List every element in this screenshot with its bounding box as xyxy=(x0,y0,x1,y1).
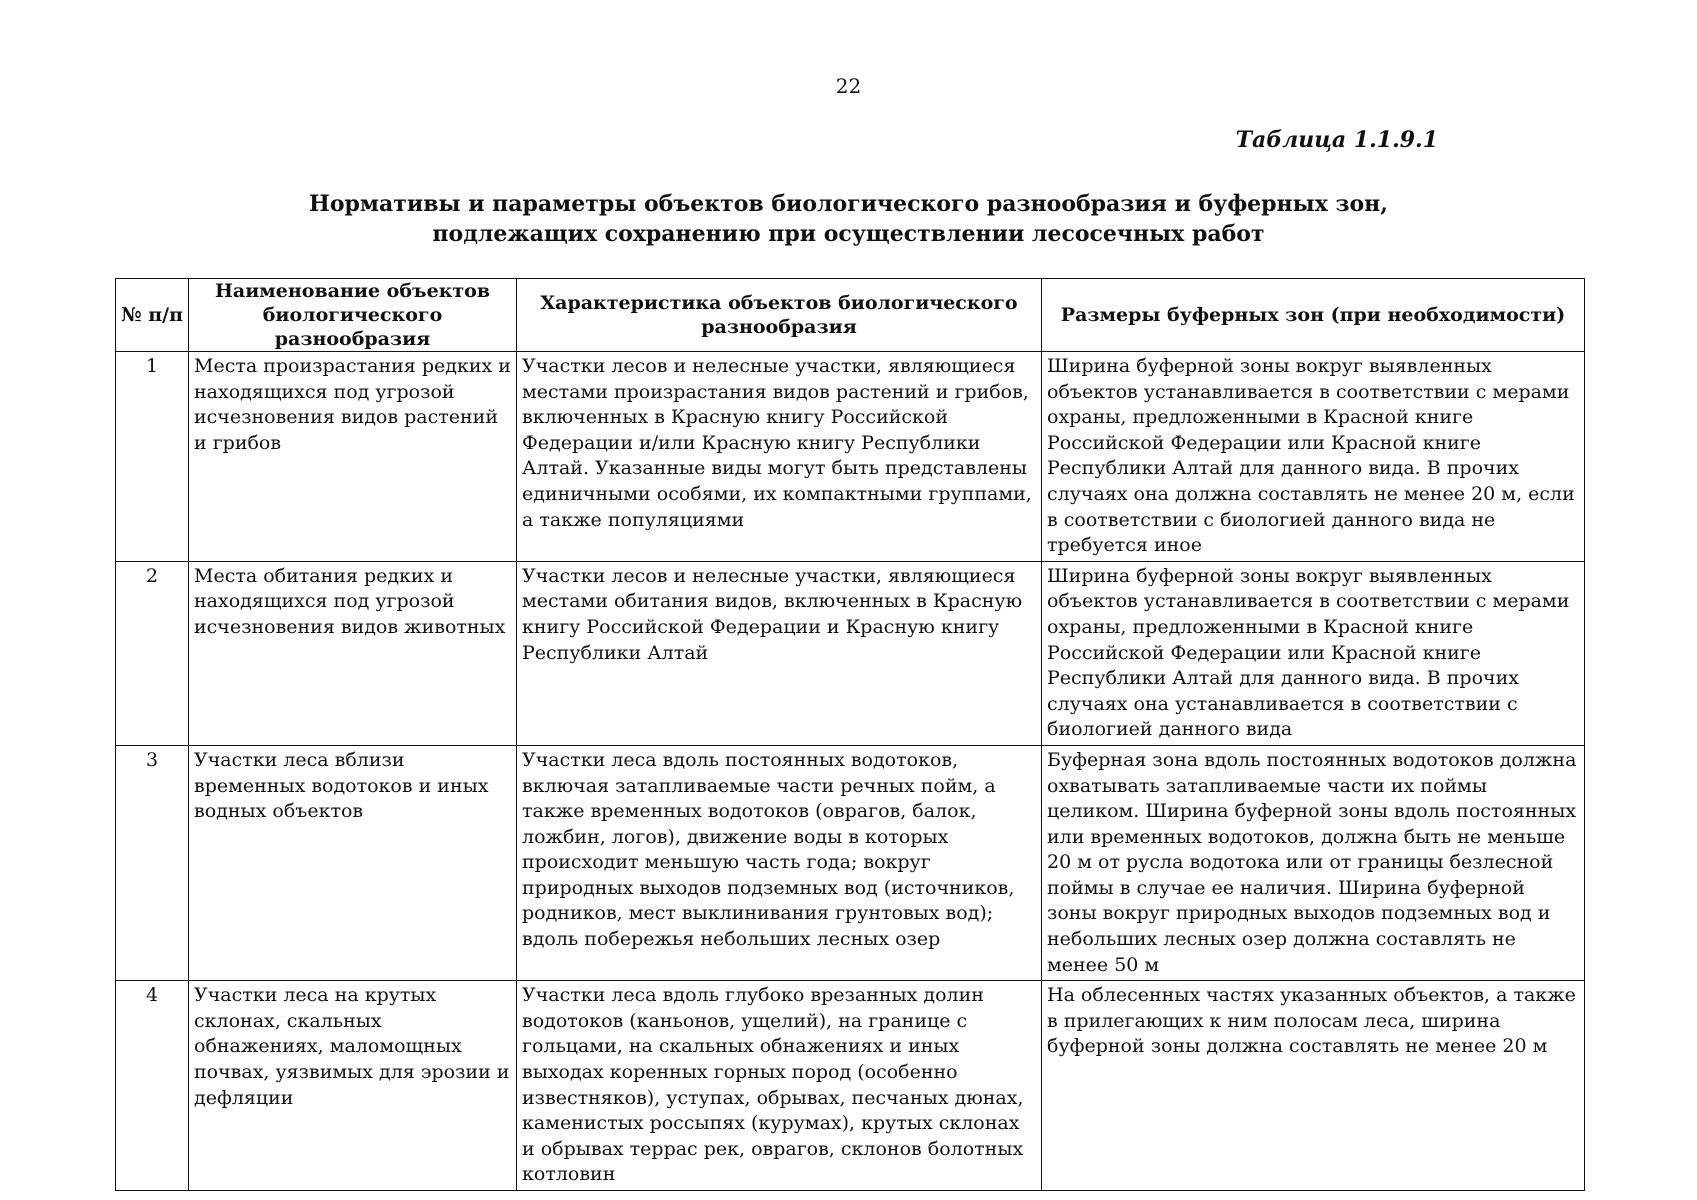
page-number: 22 xyxy=(835,74,862,98)
table-header-row xyxy=(116,279,1585,352)
table-row xyxy=(116,561,1585,745)
cell-characteristic: Участки лесов и нелесные участки, являющиеся местами обитания видов, включенных в Красную книгу Российской Федерации и Красную книгу Республики Алтай xyxy=(517,561,1042,745)
header-name: Наименование объектов биологического разнообразия xyxy=(189,279,517,352)
cell-name: Участки леса вблизи временных водотоков и иных водных объектов xyxy=(189,745,517,980)
cell-buffer: Ширина буферной зоны вокруг выявленных объектов устанавливается в соответствии с мерами охраны, предложенными в Красной книге Российской Федерации или Красной книге Республики Алтай для данного вида. В прочих случаях она устанавливается в соответствии с биологией данного вида xyxy=(1042,561,1585,745)
norms-table xyxy=(115,278,1585,1191)
cell-buffer: Ширина буферной зоны вокруг выявленных объектов устанавливается в соответствии с мерами охраны, предложенными в Красной книге Российской Федерации или Красной книге Республики Алтай для данного вида. В прочих случаях она должна составлять не менее 20 м, если в соответствии с биологией данного вида не требуется иное xyxy=(1042,352,1585,562)
cell-num: 4 xyxy=(116,981,189,1191)
cell-characteristic: Участки леса вдоль глубоко врезанных долин водотоков (каньонов, ущелий), на границе с гольцами, на скальных обнажениях и иных выходах коренных горных пород (особенно известняков), уступах, обрывах, песчаных дюнах, каменистых россыпях (курумах), крутых склонах и обрывах террас рек, оврагов, склонов болотных котловин xyxy=(517,981,1042,1191)
cell-buffer: Буферная зона вдоль постоянных водотоков должна охватывать затапливаемые части их поймы целиком. Ширина буферной зоны вдоль постоянных или временных водотоков, должна быть не меньше 20 м от русла водотока или от границы безлесной поймы в случае ее наличия. Ширина буферной зоны вокруг природных выходов подземных вод и небольших лесных озер должна составлять не менее 50 м xyxy=(1042,745,1585,980)
table-row xyxy=(116,981,1585,1191)
cell-num: 3 xyxy=(116,745,189,980)
title-line-1: Нормативы и параметры объектов биологического разнообразия и буферных зон, xyxy=(309,191,1388,217)
title-line-2: подлежащих сохранению при осуществлении лесосечных работ xyxy=(432,221,1265,247)
header-buffer: Размеры буферных зон (при необходимости) xyxy=(1042,279,1585,352)
cell-num: 1 xyxy=(116,352,189,562)
cell-name: Места обитания редких и находящихся под угрозой исчезновения видов животных xyxy=(189,561,517,745)
cell-buffer: На облесенных частях указанных объектов, а также в прилегающих к ним полосам леса, ширина буферной зоны должна составлять не менее 20 м xyxy=(1042,981,1585,1191)
table-row xyxy=(116,745,1585,980)
cell-name: Участки леса на крутых склонах, скальных обнажениях, маломощных почвах, уязвимых для эрозии и дефляции xyxy=(189,981,517,1191)
cell-characteristic: Участки лесов и нелесные участки, являющиеся местами произрастания видов растений и грибов, включенных в Красную книгу Российской Федерации и/или Красную книгу Республики Алтай. Указанные виды могут быть представлены единичными особями, их компактными группами, а также популяциями xyxy=(517,352,1042,562)
table-label: Таблица 1.1.9.1 xyxy=(1235,127,1438,153)
cell-name: Места произрастания редких и находящихся под угрозой исчезновения видов растений и грибов xyxy=(189,352,517,562)
header-num: № п/п xyxy=(116,279,189,352)
document-title xyxy=(0,189,1697,249)
cell-num: 2 xyxy=(116,561,189,745)
cell-characteristic: Участки леса вдоль постоянных водотоков, включая затапливаемые части речных пойм, а также временных водотоков (оврагов, балок, ложбин, логов), движение воды в которых происходит меньшую часть года; вокруг природных выходов подземных вод (источников, родников, мест выклинивания грунтовых вод); вдоль побережья небольших лесных озер xyxy=(517,745,1042,980)
header-characteristic: Характеристика объектов биологического разнообразия xyxy=(517,279,1042,352)
table-row xyxy=(116,352,1585,562)
